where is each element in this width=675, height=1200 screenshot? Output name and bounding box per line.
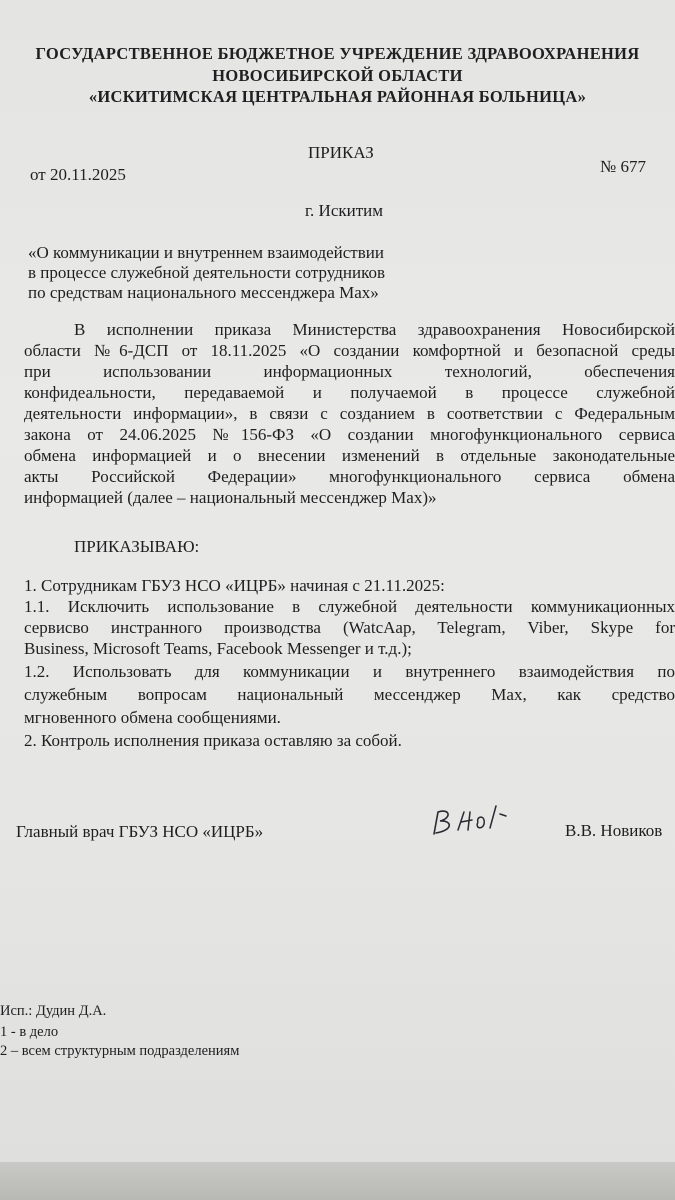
decree-word: ПРИКАЗЫВАЮ:	[74, 537, 200, 556]
order-number: № 677	[600, 157, 646, 176]
institution-name-line2: НОВОСИБИРСКОЙ ОБЛАСТИ	[212, 66, 463, 85]
signatory-position: Главный врач ГБУЗ НСО «ИЦРБ»	[16, 822, 264, 841]
preamble-line: акты Российской Федерации» многофункционального сервиса обмена	[24, 468, 675, 486]
institution-name-line3: «ИСКИТИМСКАЯ ЦЕНТРАЛЬНАЯ РАЙОННАЯ БОЛЬНИЦА»	[88, 87, 587, 106]
table-surface	[0, 1162, 675, 1200]
signatory-name: В.В. Новиков	[565, 821, 663, 840]
order-item-line: 1. Сотрудникам ГБУЗ НСО «ИЦРБ» начиная с 21.11.2025:	[24, 576, 445, 595]
preamble-line: закона от 24.06.2025 №156-ФЗ «О создании многофункционального сервиса	[24, 426, 675, 444]
preamble-line: обмена информацией и о внесении изменений в отдельные законодательные	[24, 447, 675, 465]
preamble-line: при использовании информационных технологий, обеспечения	[24, 363, 675, 381]
order-item-line: Business, Microsoft Teams, Facebook Messenger и т.д.);	[24, 639, 412, 658]
preamble-line: конфидеальности, передаваемой и получаемой в процессе служебной	[24, 384, 675, 402]
order-item-line: 2. Контроль исполнения приказа оставляю за собой.	[24, 731, 402, 750]
order-title: ПРИКАЗ	[308, 143, 374, 162]
order-item-line: служебным вопросам национальный мессенджер Max, как средство	[24, 686, 675, 704]
executor: Исп.: Дудин Д.А.	[0, 1003, 107, 1019]
handwritten-signature-icon	[428, 800, 518, 840]
preamble-line: В исполнении приказа Министерства здравоохранения Новосибирской	[74, 321, 675, 339]
order-item-line: 1.2. Использовать для коммуникации и внутреннего взаимодействия по	[24, 663, 675, 681]
copy-distribution-2: 2 – всем структурным подразделениям	[0, 1043, 240, 1059]
order-date: от 20.11.2025	[30, 165, 126, 184]
order-city: г. Искитим	[305, 201, 384, 220]
institution-name-line1: ГОСУДАРСТВЕННОЕ БЮДЖЕТНОЕ УЧРЕЖДЕНИЕ ЗДРАВООХРАНЕНИЯ	[35, 44, 640, 63]
order-item-line: сервисво инстранного производства (WatcAap, Telegram, Viber, Skype for	[24, 619, 675, 637]
subject-line: в процессе служебной деятельности сотрудников	[28, 263, 385, 282]
preamble-line: области №6-ДСП от 18.11.2025 «О создании комфортной и безопасной среды	[24, 342, 675, 360]
preamble-line: информацией (далее – национальный мессенджер Max)»	[24, 488, 437, 507]
order-item-line: мгновенного обмена сообщениями.	[24, 708, 281, 727]
order-item-line: 1.1. Исключить использование в служебной деятельности коммуникационных	[24, 598, 675, 616]
subject-line: «О коммуникации и внутреннем взаимодействии	[28, 243, 384, 262]
preamble-line: деятельности информации», в связи с созданием в соответствии с Федеральным	[24, 405, 675, 423]
copy-distribution-1: 1 - в дело	[0, 1024, 59, 1040]
subject-line: по средствам национального мессенджера Max»	[28, 283, 379, 302]
